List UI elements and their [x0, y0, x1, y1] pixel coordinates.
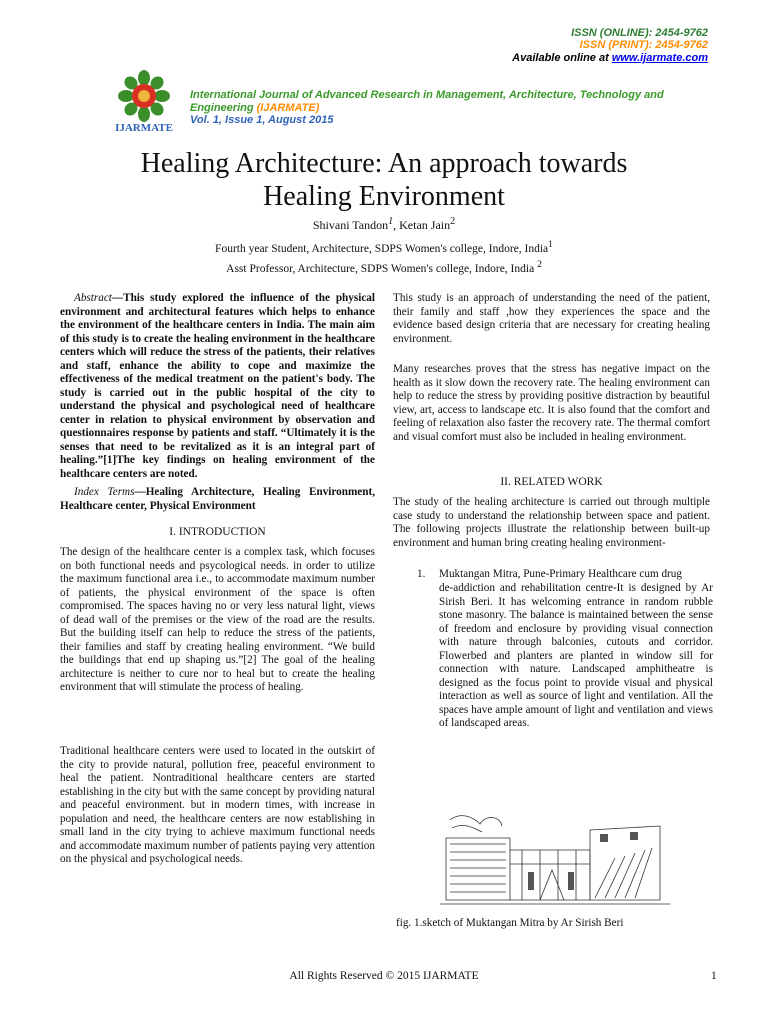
- right-paragraph-1: This study is an approach of understanding the need of the patient, their family and staff ,how they experiences the space and the evidence based design criteria that are necessary for creating healing environment.: [393, 292, 710, 345]
- abstract: [60, 292, 375, 481]
- journal-website-link[interactable]: www.ijarmate.com: [611, 52, 708, 64]
- logo-text: IJARMATE: [115, 122, 173, 134]
- affiliation-2-text: Asst Professor, Architecture, SDPS Women's college, Indore, India: [226, 262, 535, 275]
- flower-logo-icon: [104, 70, 184, 136]
- intro-paragraph-2: Traditional healthcare centers were used to located in the outskirt of the city to provide natural, pollution free, peaceful environment to heal the patient. Nontraditional healthcare centers are started establishing in the city but with the same concept by providing natural and peaceful environment. but in modern times, with increase in population and need, the healthcare centers are now establishing in small land in the city trying to achieve maximum functional needs and accommodate maximum number of patients paying very attention on the physical and psychological needs.: [60, 745, 375, 865]
- list-item-marker: 1.: [417, 568, 426, 580]
- abstract-label: Abstract: [74, 292, 112, 304]
- figure-caption: fig. 1.sketch of Muktangan Mitra by Ar Sirish Beri: [396, 917, 624, 929]
- volume-info: Vol. 1, Issue 1, August 2015: [190, 114, 334, 126]
- list-item-body: de-addiction and rehabilitation centre-It is designed by Ar Sirish Beri. It has welcoming entrance in random rubble stone masonry. The balance is maintained between the sense of freedom and enclosure by providing visual connection with nature through balconies, cutouts and corridor. Flowerbed and planters are planted in window sill for connection with nature. Landscaped amphitheatre is designed as the focus point to provide visual and physical interaction as well as source of light and ventilation. All the spaces have ample amount of light and ventilation and views of landscaped areas.: [439, 582, 713, 729]
- related-work-heading: II. RELATED WORK: [500, 476, 603, 488]
- issn-online: ISSN (ONLINE): 2454-9762: [571, 27, 708, 39]
- related-work-paragraph: The study of the healing architecture is carried out through multiple case study to understand the relationship between space and patient. The following projects illustrate the relationship between built-up environment and human bring creating healing environment-: [393, 496, 710, 549]
- title-line-2: Healing Environment: [263, 181, 505, 212]
- index-terms: [60, 486, 375, 513]
- author-1: Shivani Tandon: [312, 218, 389, 232]
- figure-sketch: [440, 808, 670, 908]
- list-item-first-line: Muktangan Mitra, Pune-Primary Healthcare cum drug: [439, 568, 682, 580]
- abstract-text: —This study explored the influence of the physical environment and architectural features which helps to enhance the environment of the healthcare centers in India. The main aim of this study is to create the healing environment in the healthcare centers which will reduce the stress of the patients, their relatives and staff, enhance the ability to cope and maximize the effectiveness of the medical treatment on the patient's body. The study is carried out in the public hospital of the city to understand the physical and psychological need of healthcare center in relation to physical environment by observation and questionnaires response by patients and staff. “Ultimately it is the senses that need to be revitalized as it is an integral part of healing.”[1]The key findings on healing environment of the healthcare centers are noted.: [60, 292, 375, 480]
- intro-paragraph-1: The design of the healthcare center is a complex task, which focuses on both functional needs and psycological needs. in order to utilize the maximum functional area i.e., to accommodate maximum number of patients, the physical environment of the space is often compromised. The spaces having no or very less natural light, views of dead wall of the premises or the view of the road are the results. But the building itself can help to reduce the stress of the patients, their families and staff by creating healing environment. “We build the buildings that end up shaping us.”[2] The goal of the healing architecture is neither to cure nor to heal but to create the healing environment that will stimulate the process of healing.: [60, 546, 375, 693]
- footer-copyright: All Rights Reserved © 2015 IJARMATE: [289, 970, 479, 982]
- title-line-1: Healing Architecture: An approach towards: [140, 148, 628, 179]
- availability-line: [512, 52, 708, 64]
- right-paragraph-2: Many researches proves that the stress has negative impact on the health as it slow down the recovery rate. The healing environment can help to reduce the stress by providing positive distraction by beautiful view, art, access to landscape etc. It is also found that the comfort and feeling of relaxation also faster the recovery rate. The thermal comfort and visual comfort must also be included in healing environment.: [393, 363, 710, 443]
- index-terms-text: —Healing Architecture, Healing Environment, Healthcare center, Physical Environment: [60, 486, 376, 512]
- journal-acronym: (IJARMATE): [256, 101, 320, 114]
- intro-heading: I. INTRODUCTION: [169, 526, 266, 538]
- affiliation-1-sup: 1: [548, 239, 553, 250]
- author-1-sup: 1: [388, 216, 394, 227]
- affiliation-2-sup: 2: [537, 259, 542, 270]
- affiliation-2: [60, 259, 708, 275]
- journal-name: [190, 89, 710, 114]
- author-separator: ,: [393, 218, 400, 232]
- journal-logo: [104, 70, 184, 136]
- paper-title: [60, 147, 708, 213]
- page-number: 1: [711, 970, 717, 982]
- authors: [60, 216, 708, 233]
- available-prefix: Available online at: [512, 52, 612, 64]
- affiliation-1: [60, 239, 708, 255]
- journal-name-text: International Journal of Advanced Research in Management, Architecture, Technology and Engineering: [190, 89, 664, 114]
- building-sketch-icon: [440, 808, 670, 908]
- author-2-sup: 2: [450, 216, 456, 227]
- affiliation-1-text: Fourth year Student, Architecture, SDPS Women's college, Indore, India: [215, 242, 549, 255]
- author-2: Ketan Jain: [399, 218, 451, 232]
- index-terms-label: Index Terms: [74, 486, 135, 498]
- issn-print: ISSN (PRINT): 2454-9762: [579, 39, 708, 51]
